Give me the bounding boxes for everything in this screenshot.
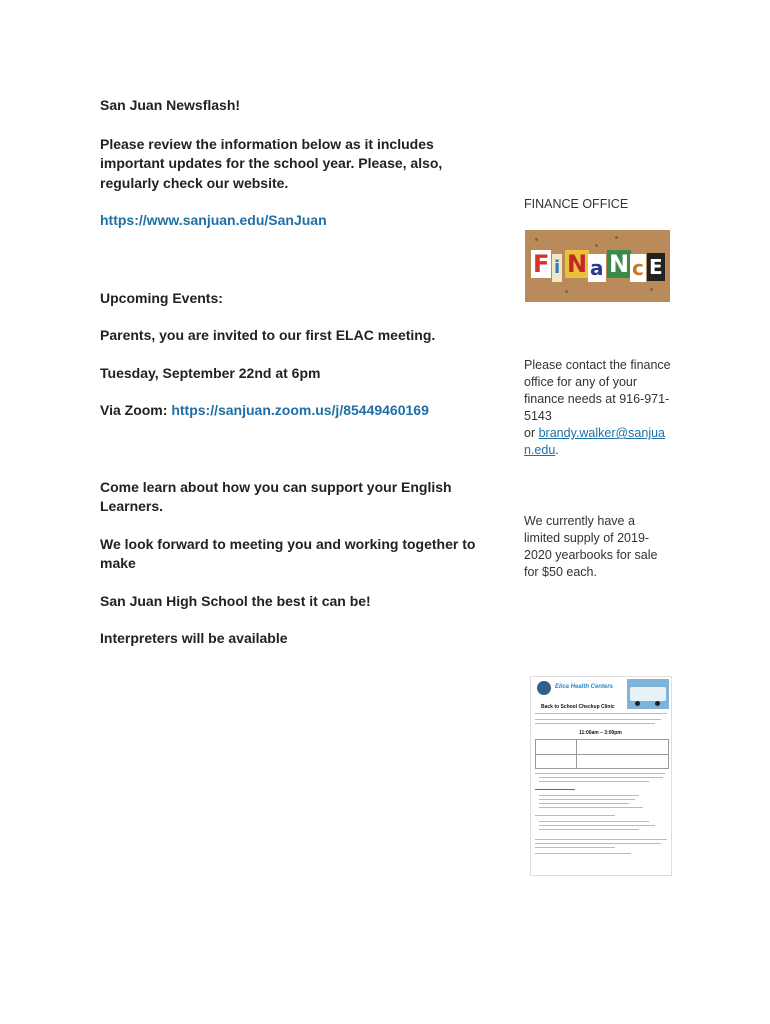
- finance-email-link[interactable]: brandy.walker@sanjuan.edu: [524, 426, 666, 457]
- clinic-logo-icon: [537, 681, 551, 695]
- newsletter-heading: San Juan Newsflash!: [100, 97, 241, 113]
- zoom-link[interactable]: https://sanjuan.zoom.us/j/85449460169: [171, 402, 429, 418]
- website-link[interactable]: https://www.sanjuan.edu/SanJuan: [100, 212, 327, 228]
- flyer-hours: 11:00am – 3:00pm: [579, 730, 622, 736]
- flyer-brand: Elica Health Centers: [555, 684, 614, 690]
- contact-end: .: [555, 443, 559, 457]
- zoom-prefix: Via Zoom:: [100, 402, 172, 418]
- finance-office-title: FINANCE OFFICE: [524, 197, 629, 211]
- flyer-schedule-table: [535, 739, 669, 769]
- health-clinic-flyer: [530, 676, 672, 876]
- learn-text: Come learn about how you can support your English Learners.: [100, 478, 452, 514]
- meeting-date: Tuesday, September 22nd at 6pm: [100, 364, 321, 381]
- finance-image: F i N a N c E: [525, 230, 670, 302]
- newsletter-main: [100, 96, 500, 649]
- flyer-title: Back to School Checkup Clinic: [541, 704, 615, 710]
- events-heading: Upcoming Events:: [100, 289, 223, 306]
- zoom-line: [100, 401, 500, 421]
- elac-invite-text: Parents, you are invited to our first ELAC meeting.: [100, 327, 436, 343]
- finance-contact-text: Please contact the finance office for any of your finance needs at 916-971-5143: [524, 358, 671, 423]
- mobile-clinic-bus-image: [627, 679, 669, 709]
- finance-contact: [524, 357, 672, 459]
- interpreters-text: Interpreters will be available: [100, 630, 288, 646]
- contact-or: or: [524, 426, 539, 440]
- forward-text: We look forward to meeting you and working together to make: [100, 535, 476, 571]
- yearbook-text: We currently have a limited supply of 2019-2020 yearbooks for sale for $50 each.: [524, 514, 658, 579]
- intro-text: Please review the information below as it includes important updates for the school year. Please, also, regularly check our website.: [100, 135, 443, 191]
- best-text: San Juan High School the best it can be!: [100, 592, 371, 609]
